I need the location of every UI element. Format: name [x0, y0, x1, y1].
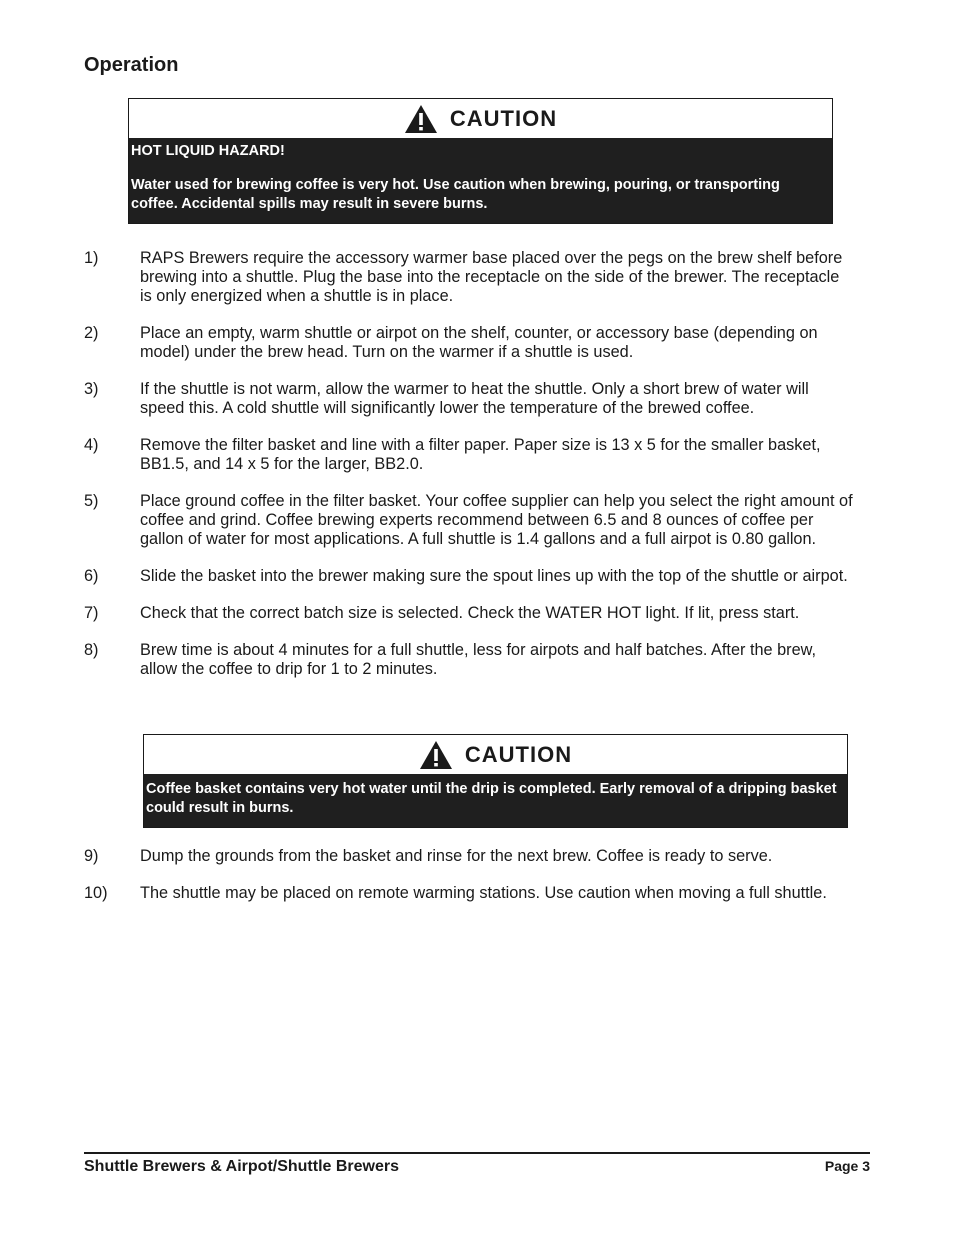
step-number: 8)	[84, 641, 99, 659]
steps-list-main	[84, 249, 854, 697]
step-text: Remove the filter basket and line with a filter paper. Paper size is 13 x 5 for the smaller basket, BB1.5, and 14 x 5 for the larger, BB2.0.	[140, 436, 821, 473]
caution-body	[144, 774, 847, 827]
step-text: RAPS Brewers require the accessory warmer base placed over the pegs on the brew shelf before brewing into a shuttle. Plug the base into the receptacle on the side of the brewer. The receptacle is only energized when a shuttle is in place.	[140, 249, 843, 305]
list-item	[84, 436, 854, 474]
steps-list-final	[84, 847, 854, 921]
step-text: Place an empty, warm shuttle or airpot on the shelf, counter, or accessory base (depending on model) under the brew head. Turn on the warmer if a shuttle is used.	[140, 324, 818, 361]
footer-divider	[84, 1152, 870, 1154]
footer-document-title: Shuttle Brewers & Airpot/Shuttle Brewers	[84, 1158, 400, 1175]
list-item	[84, 884, 854, 903]
caution-drip-text: Coffee basket contains very hot water until the drip is completed. Early removal of a dripping basket could result in burns.	[146, 781, 837, 816]
list-item	[84, 492, 854, 549]
list-item	[84, 324, 854, 362]
step-number: 4)	[84, 436, 99, 454]
step-text: Brew time is about 4 minutes for a full shuttle, less for airpots and half batches. After the brew, allow the coffee to drip for 1 to 2 minutes.	[140, 641, 817, 678]
caution-header	[144, 735, 847, 774]
caution-label: CAUTION	[464, 741, 573, 767]
section-title: Operation	[84, 54, 179, 76]
step-text: Check that the correct batch size is selected. Check the WATER HOT light. If lit, press start.	[140, 604, 800, 622]
footer-page-number: Page 3	[824, 1158, 870, 1174]
caution-body	[129, 138, 832, 223]
caution-box-drip	[143, 734, 848, 828]
warning-triangle-icon	[404, 104, 438, 134]
list-item	[84, 641, 854, 679]
list-item	[84, 380, 854, 418]
list-item	[84, 567, 854, 586]
warning-triangle-icon	[419, 740, 453, 770]
step-text: Dump the grounds from the basket and rinse for the next brew. Coffee is ready to serve.	[140, 847, 773, 865]
step-text: Slide the basket into the brewer making sure the spout lines up with the top of the shuttle or airpot.	[140, 567, 848, 585]
step-number: 7)	[84, 604, 99, 622]
step-text: If the shuttle is not warm, allow the warmer to heat the shuttle. Only a short brew of water will speed this. A cold shuttle will significantly lower the temperature of the brewed coffee.	[140, 380, 809, 417]
step-text: Place ground coffee in the filter basket. Your coffee supplier can help you select the right amount of coffee and grind. Coffee brewing experts recommend between 6.5 and 8 ounces of coffee per gallon of water for most applications. A full shuttle is 1.4 gallons and a full airpot is 0.80 gallon.	[140, 492, 853, 548]
step-number: 1)	[84, 249, 99, 267]
caution-hazard-text: Water used for brewing coffee is very hot. Use caution when brewing, pouring, or transporting coffee. Accidental spills may result in severe burns.	[131, 177, 780, 212]
step-number: 9)	[84, 847, 99, 865]
caution-box-hot-liquid	[128, 98, 833, 224]
step-number: 3)	[84, 380, 99, 398]
caution-header	[129, 99, 832, 138]
step-number: 6)	[84, 567, 99, 585]
step-text: The shuttle may be placed on remote warming stations. Use caution when moving a full shuttle.	[140, 884, 827, 902]
caution-hazard-title: HOT LIQUID HAZARD!	[131, 143, 285, 159]
list-item	[84, 249, 854, 306]
step-number: 2)	[84, 324, 99, 342]
caution-label: CAUTION	[449, 105, 558, 131]
step-number: 10)	[84, 884, 108, 902]
step-number: 5)	[84, 492, 99, 510]
list-item	[84, 847, 854, 866]
list-item	[84, 604, 854, 623]
